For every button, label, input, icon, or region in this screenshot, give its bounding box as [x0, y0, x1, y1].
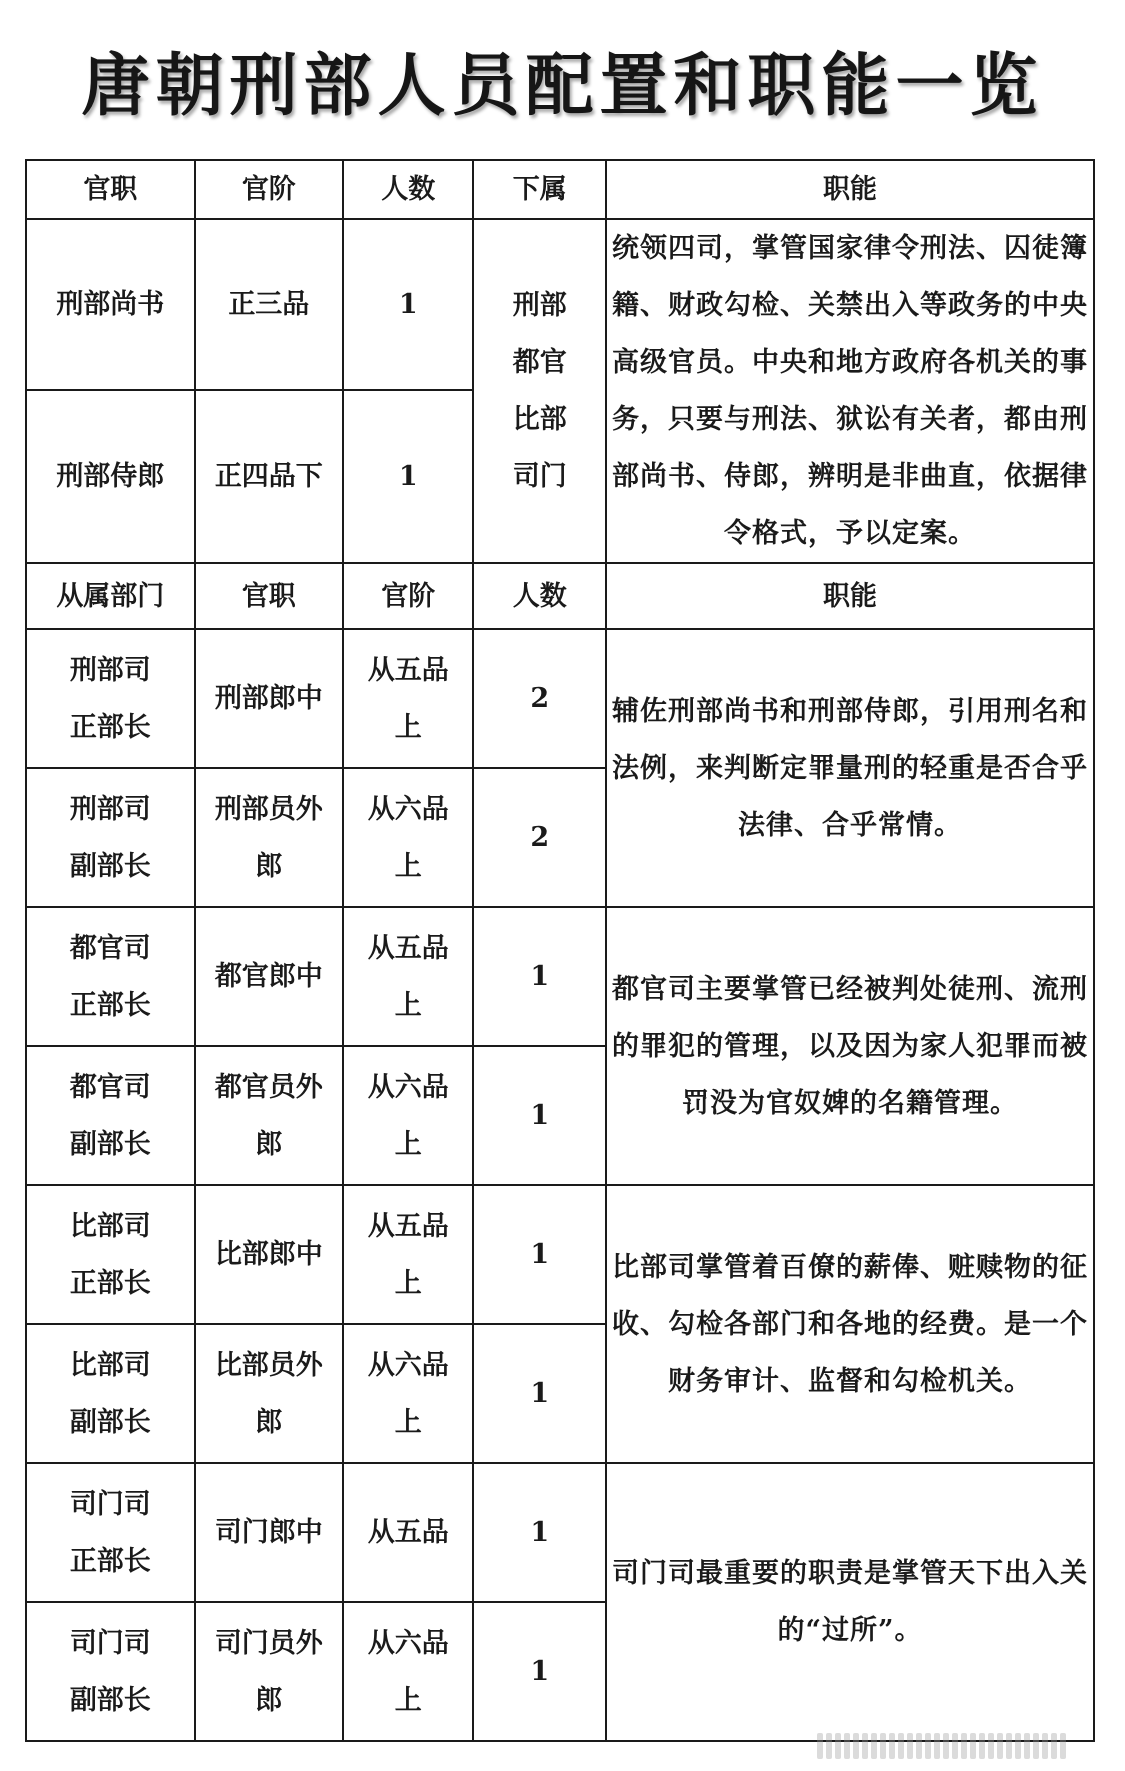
rank-text: 从六品 — [367, 1627, 449, 1659]
rank-cell — [343, 768, 473, 907]
post-cell — [195, 629, 343, 768]
rank-cell — [343, 907, 473, 1046]
department-cell — [26, 907, 195, 1046]
post-text-cont: 郎 — [255, 850, 283, 882]
rank-text: 从六品 — [367, 793, 449, 825]
department-cell — [26, 768, 195, 907]
rank-cell — [343, 1185, 473, 1324]
subordinates-cell — [473, 219, 606, 563]
post-text: 比部郎中 — [214, 1239, 323, 1270]
rank-suffix: 上 — [394, 1684, 422, 1716]
rank-suffix: 上 — [394, 711, 422, 743]
table-row — [26, 907, 1094, 1046]
rank-cell — [343, 629, 473, 768]
header-rank: 官阶 — [343, 563, 473, 629]
rank-text: 从五品 — [367, 932, 449, 964]
function-cell: 比部司掌管着百僚的薪俸、赃赎物的征收、勾检各部门和各地的经费。是一个财务审计、监督和勾检机关。 — [606, 1185, 1094, 1463]
post-cell — [195, 907, 343, 1046]
table-row — [26, 219, 1094, 390]
table-row — [26, 629, 1094, 768]
subordinate-item: 司门 — [512, 461, 567, 492]
function-cell: 统领四司，掌管国家律令刑法、囚徒簿籍、财政勾检、关禁出入等政务的中央高级官员。中央和地方政府各机关的事务，只要与刑法、狱讼有关者，都由刑部尚书、侍郎，辨明是非曲直，依据律令格式，予以定案。 — [606, 219, 1094, 563]
department-role: 正部长 — [69, 1545, 151, 1577]
rank-text: 从六品 — [367, 1349, 449, 1381]
rank-text: 从五品 — [367, 1210, 449, 1242]
department-role: 正部长 — [69, 711, 151, 743]
header-post: 官职 — [26, 160, 195, 219]
department-role: 正部长 — [69, 1267, 151, 1299]
post-text-cont: 郎 — [255, 1406, 283, 1438]
post-cell — [195, 1324, 343, 1463]
rank-suffix: 上 — [394, 1406, 422, 1438]
rank-suffix: 上 — [394, 1267, 422, 1299]
page-title: 唐朝刑部人员配置和职能一览 — [81, 46, 1044, 126]
count-cell: 1 — [473, 1602, 606, 1741]
post-cell: 刑部尚书 — [26, 219, 195, 390]
staffing-table — [25, 159, 1095, 1742]
rank-cell — [343, 1046, 473, 1185]
rank-cell — [343, 1324, 473, 1463]
post-text: 刑部郎中 — [214, 683, 323, 714]
rank-cell: 正三品 — [195, 219, 343, 390]
department-cell — [26, 1463, 195, 1602]
department-cell — [26, 629, 195, 768]
rank-suffix: 上 — [394, 850, 422, 882]
post-cell: 刑部侍郎 — [26, 390, 195, 563]
post-text: 刑部员外 — [214, 793, 323, 825]
department-cell — [26, 1324, 195, 1463]
subordinate-item: 比部 — [512, 404, 567, 435]
department-name: 比部司 — [69, 1349, 151, 1381]
table-row — [26, 1463, 1094, 1602]
post-text-cont: 郎 — [255, 1684, 283, 1716]
subordinate-item: 都官 — [512, 347, 567, 378]
post-text: 司门郎中 — [214, 1517, 323, 1548]
function-cell: 辅佐刑部尚书和刑部侍郎，引用刑名和法例，来判断定罪量刑的轻重是否合乎法律、合乎常情。 — [606, 629, 1094, 907]
function-cell: 都官司主要掌管已经被判处徒刑、流刑的罪犯的管理，以及因为家人犯罪而被罚没为官奴婢的名籍管理。 — [606, 907, 1094, 1185]
post-cell — [195, 1602, 343, 1741]
rank-text: 从五品 — [367, 1517, 449, 1548]
department-role: 正部长 — [69, 989, 151, 1021]
department-cell — [26, 1046, 195, 1185]
post-cell — [195, 1185, 343, 1324]
department-role: 副部长 — [69, 850, 151, 882]
post-cell — [195, 1046, 343, 1185]
department-role: 副部长 — [69, 1406, 151, 1438]
table-row — [26, 1185, 1094, 1324]
count-cell: 1 — [343, 390, 473, 563]
department-cell — [26, 1602, 195, 1741]
rank-text: 从六品 — [367, 1071, 449, 1103]
post-cell — [195, 768, 343, 907]
department-name: 都官司 — [69, 1071, 151, 1103]
rank-suffix: 上 — [394, 989, 422, 1021]
count-cell: 2 — [473, 768, 606, 907]
count-cell: 1 — [473, 1463, 606, 1602]
header-function: 职能 — [606, 160, 1094, 219]
department-name: 比部司 — [69, 1210, 151, 1242]
count-cell: 1 — [473, 1046, 606, 1185]
department-cell — [26, 1185, 195, 1324]
department-name: 都官司 — [69, 932, 151, 964]
header-rank: 官阶 — [195, 160, 343, 219]
post-text: 司门员外 — [214, 1627, 323, 1659]
header-department: 从属部门 — [26, 563, 195, 629]
post-text: 都官郎中 — [214, 961, 323, 992]
subordinate-item: 刑部 — [512, 290, 567, 321]
header-count: 人数 — [473, 563, 606, 629]
header-count: 人数 — [343, 160, 473, 219]
watermark-barcode — [817, 1733, 1097, 1763]
rank-cell — [343, 1602, 473, 1741]
department-name: 司门司 — [69, 1627, 151, 1659]
post-text-cont: 郎 — [255, 1128, 283, 1160]
department-name: 刑部司 — [69, 793, 151, 825]
count-cell: 1 — [473, 907, 606, 1046]
header-subordinates: 下属 — [473, 160, 606, 219]
count-cell: 1 — [473, 1324, 606, 1463]
post-cell — [195, 1463, 343, 1602]
department-role: 副部长 — [69, 1128, 151, 1160]
count-cell: 1 — [473, 1185, 606, 1324]
rank-text: 从五品 — [367, 654, 449, 686]
function-cell: 司门司最重要的职责是掌管天下出入关的“过所”。 — [606, 1463, 1094, 1741]
header-function: 职能 — [606, 563, 1094, 629]
post-text: 比部员外 — [214, 1349, 323, 1381]
department-name: 司门司 — [69, 1488, 151, 1520]
header-row-officials — [26, 160, 1094, 219]
count-cell: 2 — [473, 629, 606, 768]
rank-cell — [343, 1463, 473, 1602]
rank-suffix: 上 — [394, 1128, 422, 1160]
department-role: 副部长 — [69, 1684, 151, 1716]
header-post: 官职 — [195, 563, 343, 629]
rank-cell: 正四品下 — [195, 390, 343, 563]
count-cell: 1 — [343, 219, 473, 390]
department-name: 刑部司 — [69, 654, 151, 686]
header-row-departments — [26, 563, 1094, 629]
post-text: 都官员外 — [214, 1071, 323, 1103]
